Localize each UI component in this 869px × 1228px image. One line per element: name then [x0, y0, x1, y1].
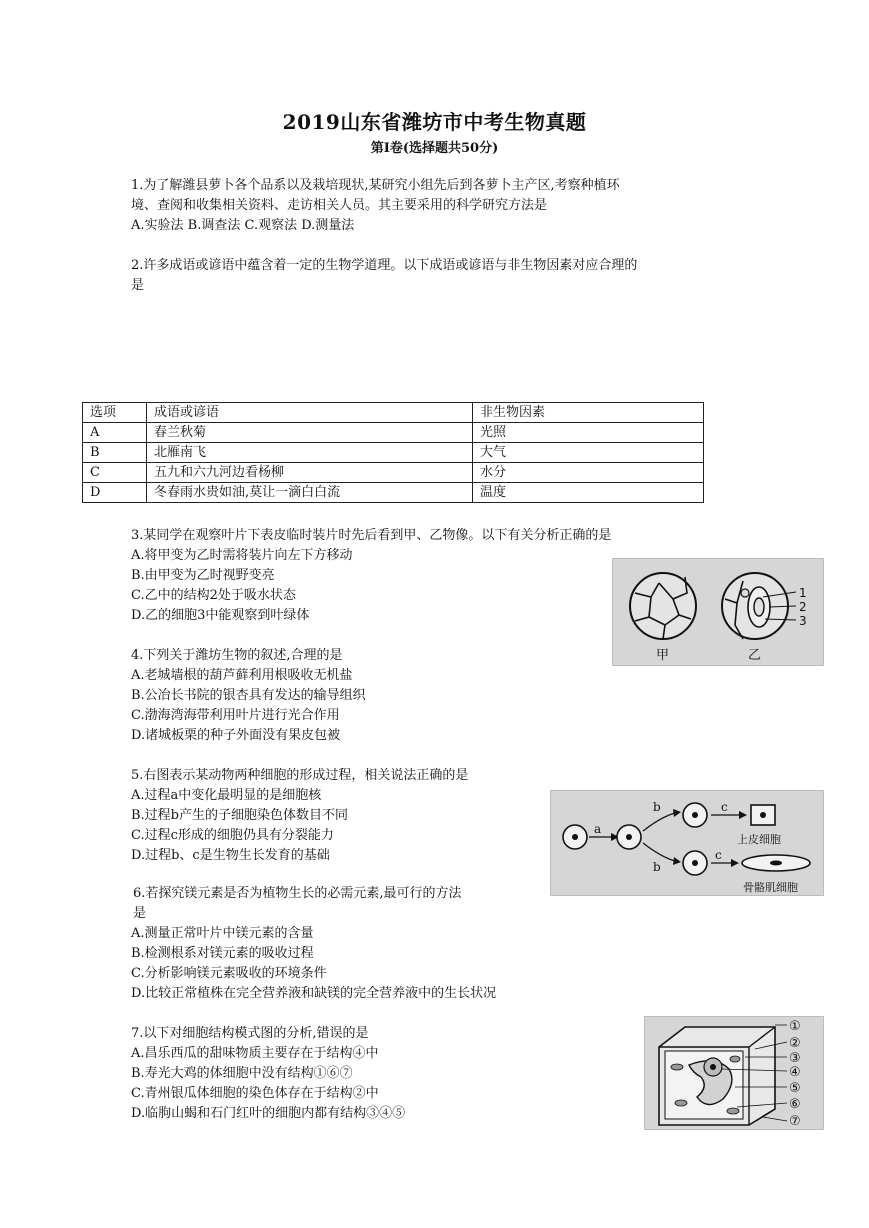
- q7-mark: ⑦: [789, 1114, 801, 1129]
- q5-label-skeletal: 骨骼肌细胞: [743, 881, 798, 894]
- table-row: [83, 463, 704, 483]
- q7-mark: ⑥: [789, 1097, 801, 1112]
- page-title: 2019山东省潍坊市中考生物真题: [282, 110, 587, 134]
- q5-label-epithelial: 上皮细胞: [737, 833, 781, 846]
- q3-mark: 1: [799, 586, 807, 600]
- q3-option: C.乙中的结构2处于吸水状态: [131, 588, 296, 603]
- q7-mark: ⑤: [789, 1081, 801, 1096]
- q5-line: 5.右图表示某动物两种细胞的形成过程，相关说法正确的是: [131, 768, 469, 783]
- q1-line: 1.为了解潍县萝卜各个品系以及栽培现状,某研究小组先后到各萝卜主产区,考察种植环: [131, 178, 620, 193]
- q4-line: 4.下列关于潍坊生物的叙述,合理的是: [131, 648, 343, 663]
- table-cell: 大气: [473, 443, 704, 463]
- q1-options: A.实验法 B.调查法 C.观察法 D.测量法: [131, 218, 355, 233]
- q3-mark: 3: [799, 614, 807, 628]
- q5-label-c1: c: [721, 800, 728, 814]
- q5-option: A.过程a中变化最明显的是细胞核: [131, 788, 322, 803]
- table-header-cell: 选项: [83, 403, 147, 423]
- q3-line: 3.某同学在观察叶片下表皮临时装片时先后看到甲、乙物像。以下有关分析正确的是: [131, 528, 612, 543]
- q6-option: A.测量正常叶片中镁元素的含量: [131, 926, 314, 941]
- q5-cell-differentiation-figure: [550, 790, 824, 896]
- table-cell: 北雁南飞: [147, 443, 473, 463]
- table-cell: 冬春雨水贵如油,莫让一滴白白流: [147, 483, 473, 503]
- q3-microscope-figure: [612, 558, 824, 666]
- q5-option: B.过程b产生的子细胞染色体数目不同: [131, 808, 349, 823]
- q3-option: D.乙的细胞3中能观察到叶绿体: [131, 608, 310, 623]
- q7-mark: ③: [789, 1051, 801, 1066]
- q2-line: 是: [131, 278, 145, 293]
- q6-option: C.分析影响镁元素吸收的环境条件: [131, 966, 327, 981]
- q5-option: C.过程c形成的细胞仍具有分裂能力: [131, 828, 334, 843]
- q3-label-right: 乙: [748, 648, 762, 663]
- q3-option: B.由甲变为乙时视野变亮: [131, 568, 275, 583]
- q4-option: D.诸城板栗的种子外面没有果皮包被: [131, 728, 341, 743]
- table-cell: 五九和六九河边看杨柳: [147, 463, 473, 483]
- q7-option: C.青州银瓜体细胞的染色体存在于结构②中: [131, 1086, 379, 1101]
- q7-option: A.昌乐西瓜的甜味物质主要存在于结构④中: [131, 1046, 379, 1061]
- q4-option: B.公冶长书院的银杏具有发达的输导组织: [131, 688, 366, 703]
- q7-line: 7.以下对细胞结构模式图的分析,错误的是: [131, 1026, 369, 1041]
- table-header-row: [83, 403, 704, 423]
- q5-label-b2: b: [653, 860, 661, 874]
- q5-label-b1: b: [653, 800, 661, 814]
- table-cell: 光照: [473, 423, 704, 443]
- q6-line: 6.若探究镁元素是否为植物生长的必需元素,最可行的方法: [133, 886, 462, 901]
- table-header-cell: 非生物因素: [473, 403, 704, 423]
- q7-option: B.寿光大鸡的体细胞中没有结构①⑥⑦: [131, 1066, 353, 1081]
- table-cell: 温度: [473, 483, 704, 503]
- table-row: [83, 423, 704, 443]
- q5-option: D.过程b、c是生物生长发育的基础: [131, 848, 330, 863]
- table-cell: 春兰秋菊: [147, 423, 473, 443]
- q1-line: 境、查阅和收集相关资料、走访相关人员。其主要采用的科学研究方法是: [131, 198, 548, 213]
- q3-option: A.将甲变为乙时需将装片向左下方移动: [131, 548, 353, 563]
- q7-mark: ②: [789, 1036, 801, 1051]
- table-row: [83, 483, 704, 503]
- q3-label-left: 甲: [656, 648, 670, 663]
- table-row: [83, 443, 704, 463]
- q6-option: B.检测根系对镁元素的吸收过程: [131, 946, 314, 961]
- q7-plant-cell-figure: [644, 1016, 824, 1130]
- table-cell: A: [83, 423, 147, 443]
- q6-line: 是: [133, 906, 147, 921]
- q4-option: C.渤海湾海带利用叶片进行光合作用: [131, 708, 340, 723]
- q3-mark: 2: [799, 600, 807, 614]
- q7-option: D.临朐山蝎和石门红叶的细胞内都有结构③④⑤: [131, 1106, 406, 1121]
- q2-line: 2.许多成语或谚语中蕴含着一定的生物学道理。以下成语或谚语与非生物因素对应合理的: [131, 258, 638, 273]
- q5-label-a: a: [594, 822, 602, 836]
- q2-table: [82, 402, 704, 503]
- q5-label-c2: c: [715, 848, 722, 862]
- q7-mark: ①: [789, 1019, 801, 1034]
- table-cell: 水分: [473, 463, 704, 483]
- table-header-cell: 成语或谚语: [147, 403, 473, 423]
- table-cell: C: [83, 463, 147, 483]
- q6-option: D.比较正常植株在完全营养液和缺镁的完全营养液中的生长状况: [131, 986, 497, 1001]
- table-cell: D: [83, 483, 147, 503]
- q4-option: A.老城墙根的葫芦藓利用根吸收无机盐: [131, 668, 353, 683]
- q7-mark: ④: [789, 1065, 801, 1080]
- table-cell: B: [83, 443, 147, 463]
- page-subtitle: 第Ⅰ卷(选择题共50分): [370, 141, 499, 156]
